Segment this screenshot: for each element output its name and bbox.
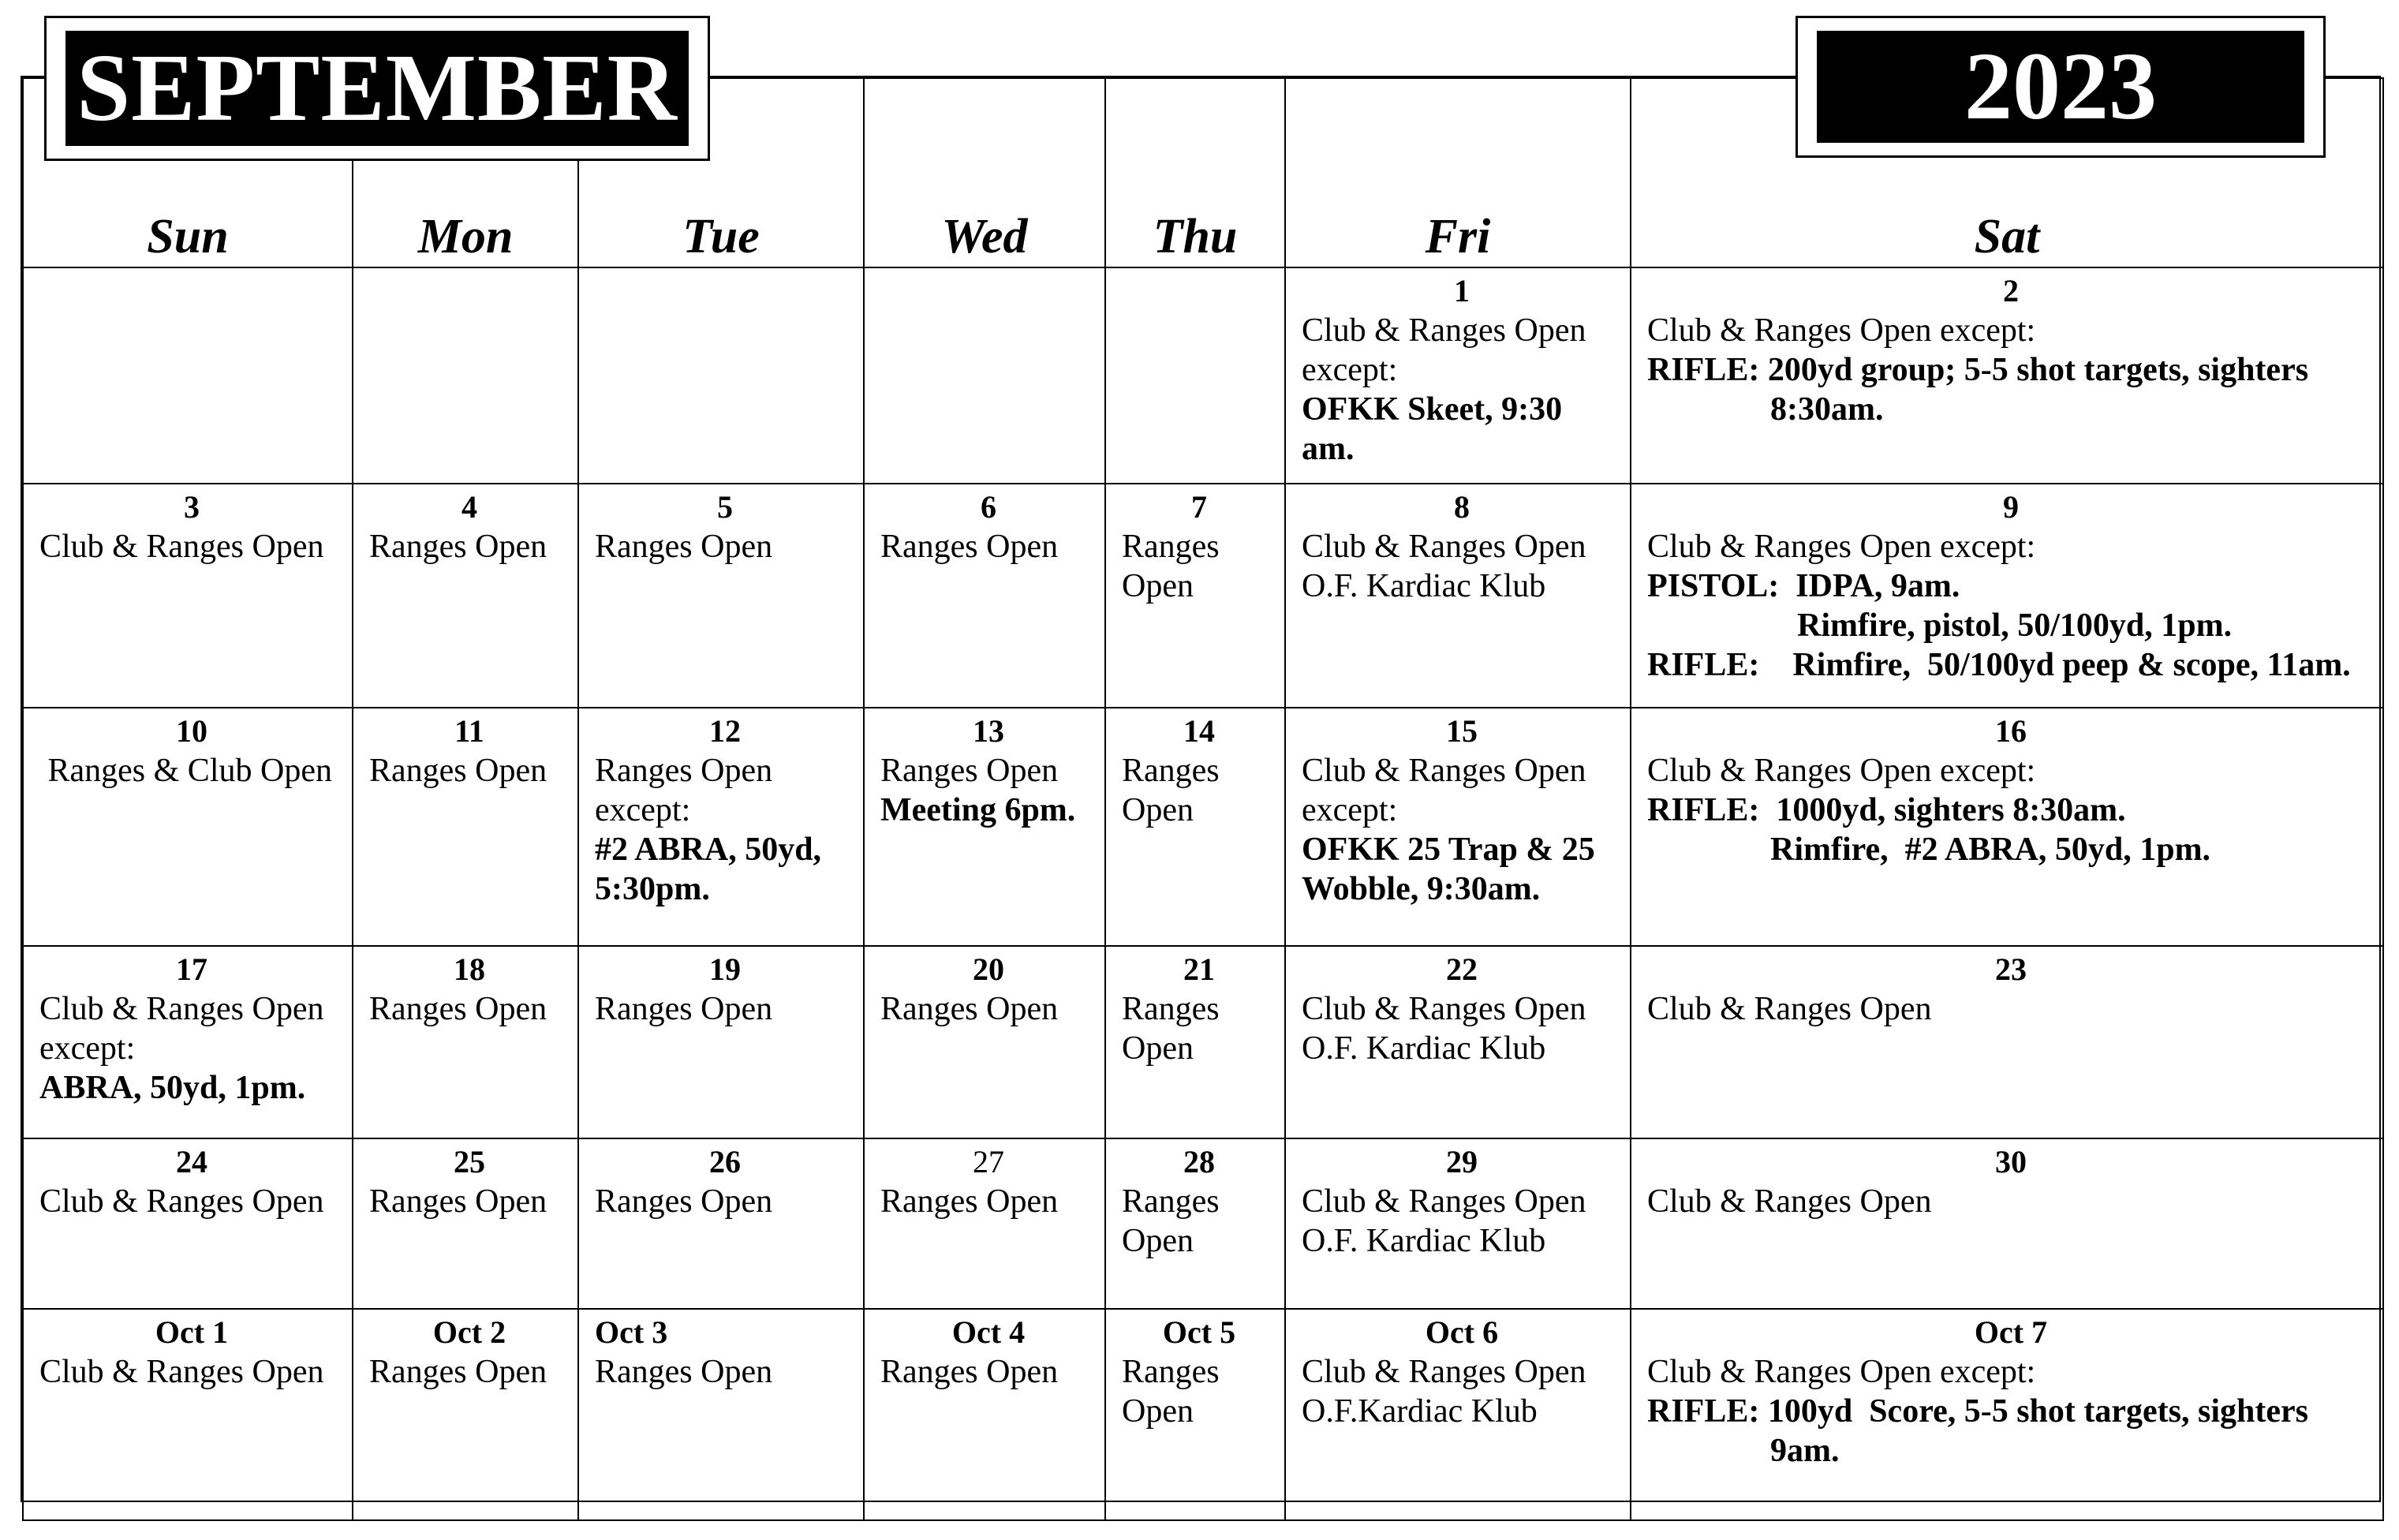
day-cell — [864, 1138, 1105, 1309]
weekday-thu: Thu — [1105, 78, 1285, 267]
day-cell — [1285, 1309, 1631, 1520]
day-cell — [23, 1138, 353, 1309]
day-cell — [578, 946, 864, 1138]
event-status: except: — [595, 792, 691, 828]
day-cell-content — [1286, 484, 1630, 606]
day-cell — [1631, 484, 2383, 708]
week-row — [23, 946, 2383, 1138]
day-cell-content — [579, 268, 863, 271]
day-cell — [1285, 484, 1631, 708]
day-cell-content — [1286, 947, 1630, 1068]
day-cell — [864, 708, 1105, 946]
day-cell-content — [24, 1139, 352, 1221]
day-cell — [353, 708, 578, 946]
event-detail: RIFLE: 1000yd, sighters 8:30am. — [1647, 792, 2126, 828]
event-detail: 8:30am. — [1770, 391, 1884, 428]
day-cell — [353, 946, 578, 1138]
day-number: 26 — [709, 1144, 741, 1179]
day-cell-content — [24, 947, 352, 1108]
year-title: 2023 — [1817, 31, 2304, 143]
event-status: Ranges — [1122, 1183, 1220, 1220]
day-cell — [578, 267, 864, 484]
day-cell-content — [1631, 947, 2382, 1029]
month-title: SEPTEMBER — [65, 31, 689, 146]
day-cell-content — [1631, 708, 2382, 869]
day-cell — [23, 708, 353, 946]
day-number: Oct 3 — [595, 1314, 668, 1350]
event-status: Club & Ranges Open — [39, 1183, 324, 1220]
day-number: 30 — [1995, 1144, 2027, 1179]
day-number: Oct 1 — [155, 1314, 229, 1350]
event-status: Ranges Open — [595, 991, 773, 1027]
day-number: 6 — [981, 489, 996, 525]
day-cell — [1105, 708, 1285, 946]
day-number: 13 — [973, 713, 1004, 749]
month-title-box — [44, 16, 710, 161]
day-cell-content — [579, 947, 863, 1029]
event-status: O.F.Kardiac Klub — [1302, 1393, 1538, 1430]
day-number: 1 — [1454, 273, 1470, 308]
day-number: 2 — [2003, 273, 2019, 308]
day-cell-content — [579, 1310, 863, 1392]
event-status: Ranges Open — [880, 753, 1059, 789]
day-cell — [1105, 1138, 1285, 1309]
event-status: Ranges Open — [369, 1183, 547, 1220]
event-status: Club & Ranges Open — [39, 991, 324, 1027]
day-cell-content — [353, 708, 577, 791]
day-number: 9 — [2003, 489, 2019, 525]
calendar-grid — [21, 76, 2381, 1502]
day-number: 12 — [709, 713, 741, 749]
event-detail: RIFLE: 100yd Score, 5-5 shot targets, sighters — [1647, 1393, 2308, 1430]
day-cell-content — [865, 268, 1104, 271]
day-cell — [1105, 267, 1285, 484]
event-status: Ranges — [1122, 529, 1220, 565]
day-number: 18 — [454, 951, 485, 987]
day-cell-content — [579, 708, 863, 909]
week-row — [23, 1309, 2383, 1520]
day-number: 11 — [454, 713, 484, 749]
day-number: 3 — [184, 489, 200, 525]
event-status: Open — [1122, 1393, 1194, 1430]
event-status: O.F. Kardiac Klub — [1302, 1030, 1546, 1067]
day-cell — [23, 1309, 353, 1520]
day-cell — [1285, 946, 1631, 1138]
event-status: Club & Ranges Open — [39, 529, 324, 565]
day-cell-content — [24, 268, 352, 271]
event-status: Open — [1122, 1223, 1194, 1259]
day-cell-content — [353, 947, 577, 1029]
event-status: Ranges — [1122, 991, 1220, 1027]
day-cell-content — [353, 484, 577, 566]
day-cell-content — [24, 484, 352, 566]
day-number: Oct 4 — [951, 1314, 1026, 1350]
event-status: except: — [39, 1030, 136, 1067]
day-cell-content — [1631, 1139, 2382, 1221]
event-status: O.F. Kardiac Klub — [1302, 1223, 1546, 1259]
event-status: except: — [1302, 792, 1398, 828]
event-status: Ranges Open — [880, 1354, 1059, 1390]
day-cell-content — [24, 1310, 352, 1392]
day-cell-content — [1106, 1139, 1284, 1261]
day-cell — [1285, 708, 1631, 946]
day-number: 19 — [709, 951, 741, 987]
event-status: Ranges Open — [880, 529, 1059, 565]
event-status: Club & Ranges Open — [1302, 991, 1586, 1027]
event-detail: ABRA, 50yd, 1pm. — [39, 1070, 306, 1106]
event-status: Open — [1122, 568, 1194, 604]
day-cell — [1631, 267, 2383, 484]
weekday-tue: Tue — [578, 78, 864, 267]
day-cell-content — [865, 1139, 1104, 1221]
day-number: 23 — [1995, 951, 2027, 987]
day-number: 10 — [176, 713, 207, 749]
day-cell — [864, 267, 1105, 484]
day-cell-content — [1286, 708, 1630, 909]
event-detail: RIFLE: Rimfire, 50/100yd peep & scope, 11am. — [1647, 647, 2351, 683]
day-cell — [1105, 484, 1285, 708]
event-status: Ranges Open — [595, 1183, 773, 1220]
day-cell-content — [1631, 484, 2382, 685]
day-number: Oct 7 — [1974, 1314, 2048, 1350]
event-status: Ranges Open — [880, 991, 1059, 1027]
week-row — [23, 1138, 2383, 1309]
event-status: Open — [1122, 1030, 1194, 1067]
day-number: 14 — [1183, 713, 1215, 749]
event-status: Club & Ranges Open — [1302, 753, 1586, 789]
day-cell-content — [865, 947, 1104, 1029]
day-cell — [578, 1138, 864, 1309]
weekday-sat: Sat — [1631, 78, 2383, 267]
event-status: Club & Ranges Open except: — [1647, 1354, 2036, 1390]
week-row — [23, 708, 2383, 946]
event-status: Club & Ranges Open — [1647, 991, 1932, 1027]
day-cell — [23, 946, 353, 1138]
weekday-mon: Mon — [353, 78, 578, 267]
event-detail: OFKK Skeet, 9:30 am. — [1302, 391, 1563, 467]
calendar-table — [22, 77, 2384, 1521]
day-number: 21 — [1183, 951, 1215, 987]
day-cell — [1631, 1309, 2383, 1520]
day-cell — [1105, 946, 1285, 1138]
day-cell — [353, 267, 578, 484]
day-cell — [1285, 1138, 1631, 1309]
day-cell — [1105, 1309, 1285, 1520]
day-number: Oct 5 — [1162, 1314, 1236, 1350]
event-status: Ranges & Club Open — [39, 753, 332, 789]
day-cell-content — [1106, 484, 1284, 606]
day-number: 5 — [717, 489, 733, 525]
day-number: 7 — [1191, 489, 1207, 525]
day-cell-content — [1286, 1139, 1630, 1261]
day-cell-content — [1286, 268, 1630, 469]
event-status: Club & Ranges Open — [1302, 1354, 1586, 1390]
day-cell — [578, 1309, 864, 1520]
day-cell — [23, 267, 353, 484]
event-detail: PISTOL: IDPA, 9am. — [1647, 568, 1960, 604]
day-cell — [23, 484, 353, 708]
day-number: 15 — [1446, 713, 1478, 749]
day-cell-content — [1106, 1310, 1284, 1431]
day-cell-content — [1631, 268, 2382, 429]
day-number: Oct 6 — [1425, 1314, 1499, 1350]
day-cell-content — [1286, 1310, 1630, 1431]
day-cell-content — [353, 268, 577, 271]
event-status: Ranges Open — [595, 529, 773, 565]
event-detail: #2 ABRA, 50yd, 5:30pm. — [595, 832, 822, 907]
event-status: Ranges Open — [369, 753, 547, 789]
event-status: Ranges — [1122, 753, 1220, 789]
event-status: Ranges Open — [369, 529, 547, 565]
day-cell-content — [1106, 947, 1284, 1068]
day-number: 16 — [1995, 713, 2027, 749]
day-cell — [353, 1309, 578, 1520]
event-status: Ranges Open — [369, 1354, 547, 1390]
day-cell — [864, 946, 1105, 1138]
event-status: Ranges Open — [595, 753, 773, 789]
calendar-weeks — [23, 267, 2383, 1520]
event-status: Club & Ranges Open — [39, 1354, 324, 1390]
event-detail: OFKK 25 Trap & 25 Wobble, 9:30am. — [1302, 832, 1595, 907]
event-detail: 9am. — [1770, 1433, 1840, 1469]
event-status: Open — [1122, 792, 1194, 828]
event-status: Club & Ranges Open — [1302, 529, 1586, 565]
event-status: Ranges Open — [595, 1354, 773, 1390]
day-cell-content — [1106, 268, 1284, 271]
day-cell — [1631, 946, 2383, 1138]
week-row — [23, 267, 2383, 484]
day-cell-content — [865, 708, 1104, 830]
day-cell — [864, 484, 1105, 708]
day-number: 17 — [176, 951, 207, 987]
day-cell — [1631, 708, 2383, 946]
day-number: Oct 2 — [432, 1314, 506, 1350]
year-title-box — [1796, 16, 2326, 158]
event-detail: Meeting 6pm. — [880, 792, 1076, 828]
day-cell — [353, 1138, 578, 1309]
day-number: 24 — [176, 1144, 207, 1179]
event-status: Ranges — [1122, 1354, 1220, 1390]
day-number: 27 — [973, 1144, 1004, 1179]
weekday-wed: Wed — [864, 78, 1105, 267]
day-cell-content — [353, 1139, 577, 1221]
day-cell-content — [865, 484, 1104, 566]
day-cell-content — [353, 1310, 577, 1392]
day-number: 22 — [1446, 951, 1478, 987]
day-cell — [578, 708, 864, 946]
event-detail: Rimfire, #2 ABRA, 50yd, 1pm. — [1770, 832, 2211, 868]
day-cell — [353, 484, 578, 708]
day-number: 20 — [973, 951, 1004, 987]
day-cell-content — [1631, 1310, 2382, 1471]
event-status: Ranges Open — [880, 1183, 1059, 1220]
event-status: O.F. Kardiac Klub — [1302, 568, 1546, 604]
week-row — [23, 484, 2383, 708]
day-number: 4 — [461, 489, 477, 525]
event-status: Club & Ranges Open except: — [1647, 529, 2036, 565]
event-status: Club & Ranges Open except: — [1647, 312, 2036, 349]
event-detail: RIFLE: 200yd group; 5-5 shot targets, sighters — [1647, 352, 2309, 388]
event-status: Club & Ranges Open except: — [1647, 753, 2036, 789]
event-status: Ranges Open — [369, 991, 547, 1027]
day-cell-content — [579, 1139, 863, 1221]
day-cell — [864, 1309, 1105, 1520]
event-detail: Rimfire, pistol, 50/100yd, 1pm. — [1797, 607, 2233, 644]
day-cell-content — [865, 1310, 1104, 1392]
weekday-fri: Fri — [1285, 78, 1631, 267]
day-cell-content — [24, 708, 352, 791]
day-cell — [1631, 1138, 2383, 1309]
day-number: 25 — [454, 1144, 485, 1179]
event-status: Club & Ranges Open — [1302, 1183, 1586, 1220]
event-status: Club & Ranges Open — [1647, 1183, 1932, 1220]
day-number: 29 — [1446, 1144, 1478, 1179]
weekday-sun: Sun — [23, 78, 353, 267]
event-status: Club & Ranges Open except: — [1302, 312, 1586, 388]
day-number: 28 — [1183, 1144, 1215, 1179]
day-cell — [1285, 267, 1631, 484]
day-cell-content — [579, 484, 863, 566]
day-cell-content — [1106, 708, 1284, 830]
day-cell — [578, 484, 864, 708]
day-number: 8 — [1454, 489, 1470, 525]
